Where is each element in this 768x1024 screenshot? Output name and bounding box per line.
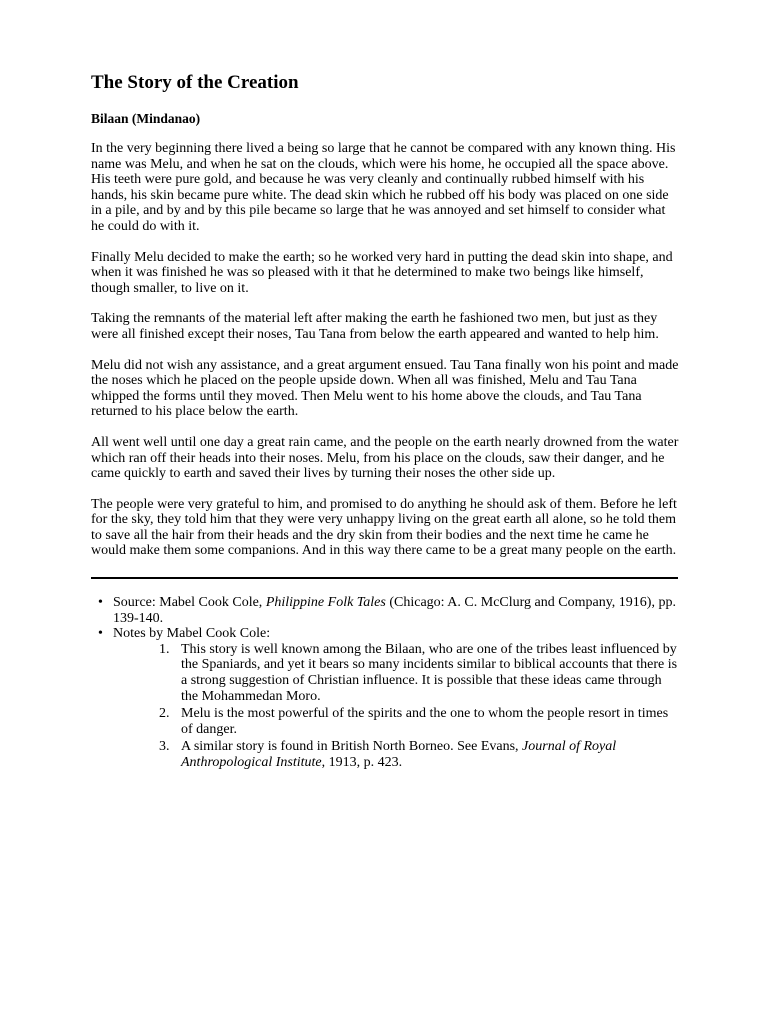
note-text: Melu is the most powerful of the spirits and the one to whom the people resort in times of danger. [181, 706, 669, 737]
story-paragraph-2: Finally Melu decided to make the earth; so he worked very hard in putting the dead skin into shape, and when it was finished he was so pleased with it that he determined to make two beings like himself, though smaller, to live on it. [91, 249, 673, 296]
page-title: The Story of the Creation [91, 72, 299, 93]
note-journal-title: Journal of Royal Anthropological Institute [181, 739, 617, 770]
note-number: 1. [159, 641, 170, 657]
note-text: This story is well known among the Bilaan, who are one of the tribes least influenced by the Spaniards, and yet it bears so many incidents similar to biblical accounts that there is a strong suggestion of Christian influence. It is possible that these ideas came through the Mohammedan Moro. [181, 641, 678, 704]
story-paragraph-6: The people were very grateful to him, and promised to do anything he should ask of them. Before he left for the sky, they told him that they were very unhappy living on the great earth all alone, so he told them to save all the hair from their heads and the dry skin from their bodies and the next time he came he would make them some companions. And in this way there came to be a great many people on the earth. [91, 496, 677, 559]
note-number: 3. [159, 739, 170, 755]
note-item-2 [159, 706, 681, 737]
note-text-prefix: A similar story is found in British North Borneo. See Evans, [181, 739, 523, 755]
page-subtitle: Bilaan (Mindanao) [91, 111, 201, 126]
notes-item [113, 626, 681, 770]
story-paragraph-1: In the very beginning there lived a being so large that he cannot be compared with any known thing. His name was Melu, and when he sat on the clouds, which were his home, he occupied all the space above. His teeth were pure gold, and because he was very cleanly and continually rubbed himself with his hands, his skin became pure white. The dead skin which he rubbed off his body was placed on one side in a pile, and by and by this pile became so large that he was annoyed and set himself to consider what he could do with it. [91, 141, 676, 234]
footnote-list [91, 595, 681, 771]
note-item-3 [159, 739, 681, 770]
story-paragraph-3: Taking the remnants of the material left after making the earth he fashioned two men, but just as they were all finished except their noses, Tau Tana from below the earth appeared and wanted to help him. [91, 311, 659, 342]
story-paragraph-4: Melu did not wish any assistance, and a great argument ensued. Tau Tana finally won his point and made the noses which he placed on the people upside down. When all was finished, Melu and Tau Tana whipped the forms until they moved. Then Melu went to his home above the clouds, and Tau Tana returned to his place below the earth. [91, 357, 679, 420]
notes-heading: Notes by Mabel Cook Cole: [113, 626, 271, 642]
document-page [91, 70, 681, 773]
story-paragraph-5: All went well until one day a great rain came, and the people on the earth nearly drowned from the water which ran off their heads into their noses. Melu, from his place on the clouds, saw their danger, and he came quickly to earth and saved their lives by turning their noses the other side up. [91, 434, 679, 482]
notes-list [113, 642, 681, 771]
source-suffix: (Chicago: A. C. McClurg and Company, 1916), pp. 139-140. [113, 595, 676, 626]
source-prefix: Source: Mabel Cook Cole, [113, 595, 266, 611]
note-number: 2. [159, 706, 170, 722]
note-text-suffix: , 1913, p. 423. [321, 755, 403, 770]
source-book-title: Philippine Folk Tales [265, 595, 386, 611]
source-item [113, 595, 681, 626]
note-item-1 [159, 641, 681, 704]
section-divider [91, 577, 678, 579]
